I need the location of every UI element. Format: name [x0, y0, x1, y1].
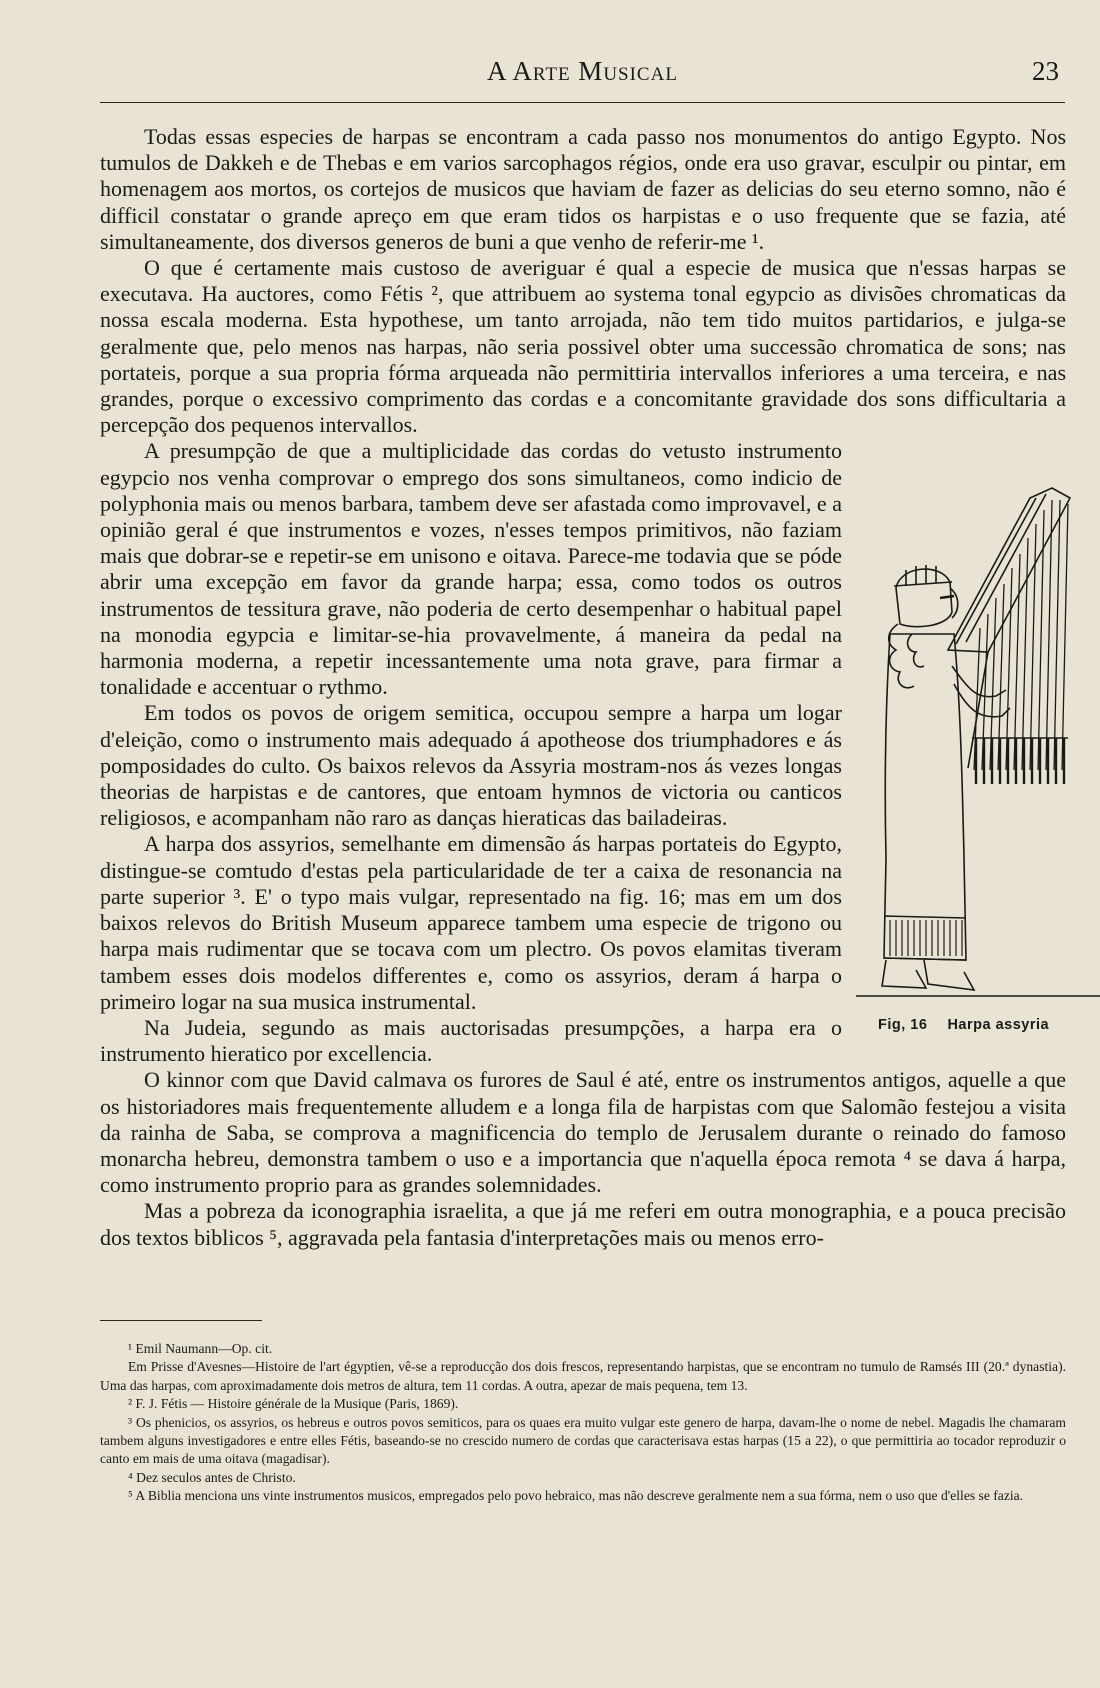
figure-label: Fig, 16 — [878, 1017, 928, 1034]
paragraph-2: O que é certamente mais custoso de averiguar é qual a especie de musica que n'essas harpas se executava. Ha auctores, como Fétis ², que attribuem ao systema tonal egypcio as divisões chromaticas da nossa escala moderna. Esta hypothese, um tanto arrojada, não tem tido muitos partidarios, e julga-se geralmente que, pelo menos nas harpas, não seria possivel obter uma successão chromatica de sons; nas portateis, porque a sua propria fórma arqueada não permittiria intervallos inferiores a uma terceira, e nas grandes, porque o excessivo comprimento das cordas e a concomitante gravidade dos sons difficultaria a percepção dos pequenos intervallos. — [100, 255, 1066, 438]
assyrian-harpist-illustration — [856, 438, 1100, 1008]
footnotes — [100, 1340, 1066, 1506]
footnote-2: ² F. J. Fétis — Histoire générale de la Musique (Paris, 1869). — [128, 1396, 459, 1412]
paragraph-7: O kinnor com que David calmava os furores de Saul é até, entre os instrumentos antigos, aquelle a que os historiadores mais frequentemente alludem e a longa fila de harpistas com que Salomão festejou a visita da rainha de Saba, se comprova a magnificencia do templo de Jerusalem durante o reinado do famoso monarcha hebreu, demonstra tambem o uso e a importancia que n'aquella época remota ⁴ se dava á harpa, como instrumento proprio para as grandes solemnidades. — [100, 1067, 1066, 1198]
footnote-3: ³ Os phenicios, os assyrios, os hebreus e outros povos semiticos, para os quaes era muito vulgar este genero de harpa, davam-lhe o nome de nebel. Magadis lhe chamaram tambem alguns investigadores e entre elles Fétis, baseando-se no crescido numero de cordas que caracterisava estas harpas (15 a 22), o que permittiria ao tocador reproduzir o canto em mais de uma oitava (magadisar). — [100, 1414, 1066, 1467]
paragraph-1: Todas essas especies de harpas se encontram a cada passo nos monumentos do antigo Egypto. Nos tumulos de Dakkeh e de Thebas e em varios sarcophagos régios, onde era uso gravar, esculpir ou pintar, em homenagem aos mortos, os cortejos de musicos que haviam de fazer as delicias do seu eterno somno, não é difficil constatar o grande apreço em que eram tidos os harpistas e o uso frequente que se fazia, até simultaneamente, dos diversos generos de buni a que venho de referir-me ¹. — [100, 124, 1066, 254]
footnote-4: ⁴ Dez seculos antes de Christo. — [128, 1469, 296, 1485]
paragraph-3: A presumpção de que a multiplicidade das cordas do vetusto instrumento egypcio nos venha comprovar o emprego dos sons simultaneos, como indicio de polyphonia mais ou menos barbara, tambem deve ser afastada como improvavel, e a opinião geral é que instrumentos e vozes, n'esses tempos primitivos, não faziam mais que dobrar-se e repetir-se em unisono e oitava. Parece-me todavia que se póde abrir uma excepção em favor da grande harpa; essa, como todos os outros instrumentos de tessitura grave, não poderia de certo desempenhar o habitual papel na monodia egypcia e limitar-se-hia provavelmente, á maneira da pedal na harmonia moderna, a repetir incessantemente uma nota grave, para firmar a tonalidade e accentuar o rythmo. — [100, 438, 842, 700]
figure-16 — [856, 438, 1100, 1050]
paragraph-6: Na Judeia, segundo as mais auctorisadas presumpções, a harpa era o instrumento hieratico por excellencia. — [100, 1014, 842, 1067]
paragraph-8: Mas a pobreza da iconographia israelita, a que já me referi em outra monographia, e a pouca precisão dos textos biblicos ⁵, aggravada pela fantasia d'interpretações mais ou menos erro- — [100, 1198, 1066, 1250]
header-rule — [100, 102, 1065, 104]
paragraph-4: Em todos os povos de origem semitica, occupou sempre a harpa um logar d'eleição, como o instrumento mais adequado á apotheose dos triumphadores e ás pomposidades do culto. Os baixos relevos da Assyria mostram-nos ás vezes longas theorias de harpistas e de cantores, que entoam hymnos de victoria ou canticos religiosos, e acompanham não raro as danças hieraticas das bailadeiras. — [100, 700, 842, 831]
page-number: 23 — [1032, 56, 1059, 86]
footnote-1-continued: Em Prisse d'Avesnes—Histoire de l'art égyptien, vê-se a reproducção dos dois frescos, representando harpistas, que se encontram no tumulo de Ramsés III (20.ª dynastia). Uma das harpas, com aproximadamente dois metros de altura, tem 11 cordas. A outra, apezar de mais pequena, tem 13. — [100, 1359, 1066, 1393]
paragraph-5: A harpa dos assyrios, semelhante em dimensão ás harpas portateis do Egypto, distingue-se comtudo d'estas pela particularidade de ter a caixa de resonancia na parte superior ³. E' o typo mais vulgar, representado na fig. 16; mas em um dos baixos relevos do British Museum apparece tambem uma especie de trigono ou harpa mais rudimentar que se tocava com um plectro. Os povos elamitas tiveram tambem esses dois modelos differentes e, como os assyrios, deram á harpa o primeiro logar na sua musica instrumental. — [100, 831, 842, 1014]
body-text — [100, 124, 1066, 1251]
running-title: A Arte Musical — [487, 56, 678, 86]
figure-caption-text: Harpa assyria — [947, 1017, 1050, 1034]
footnote-rule — [100, 1320, 262, 1321]
running-head — [100, 52, 1065, 92]
footnote-5: ⁵ A Biblia menciona uns vinte instrumentos musicos, empregados pelo povo hebraico, mas não descreve geralmente nem a sua fórma, nem o uso que d'elles se fazia. — [128, 1488, 1024, 1504]
figure-caption — [878, 1012, 1100, 1038]
footnote-1: ¹ Emil Naumann—Op. cit. — [128, 1341, 273, 1356]
